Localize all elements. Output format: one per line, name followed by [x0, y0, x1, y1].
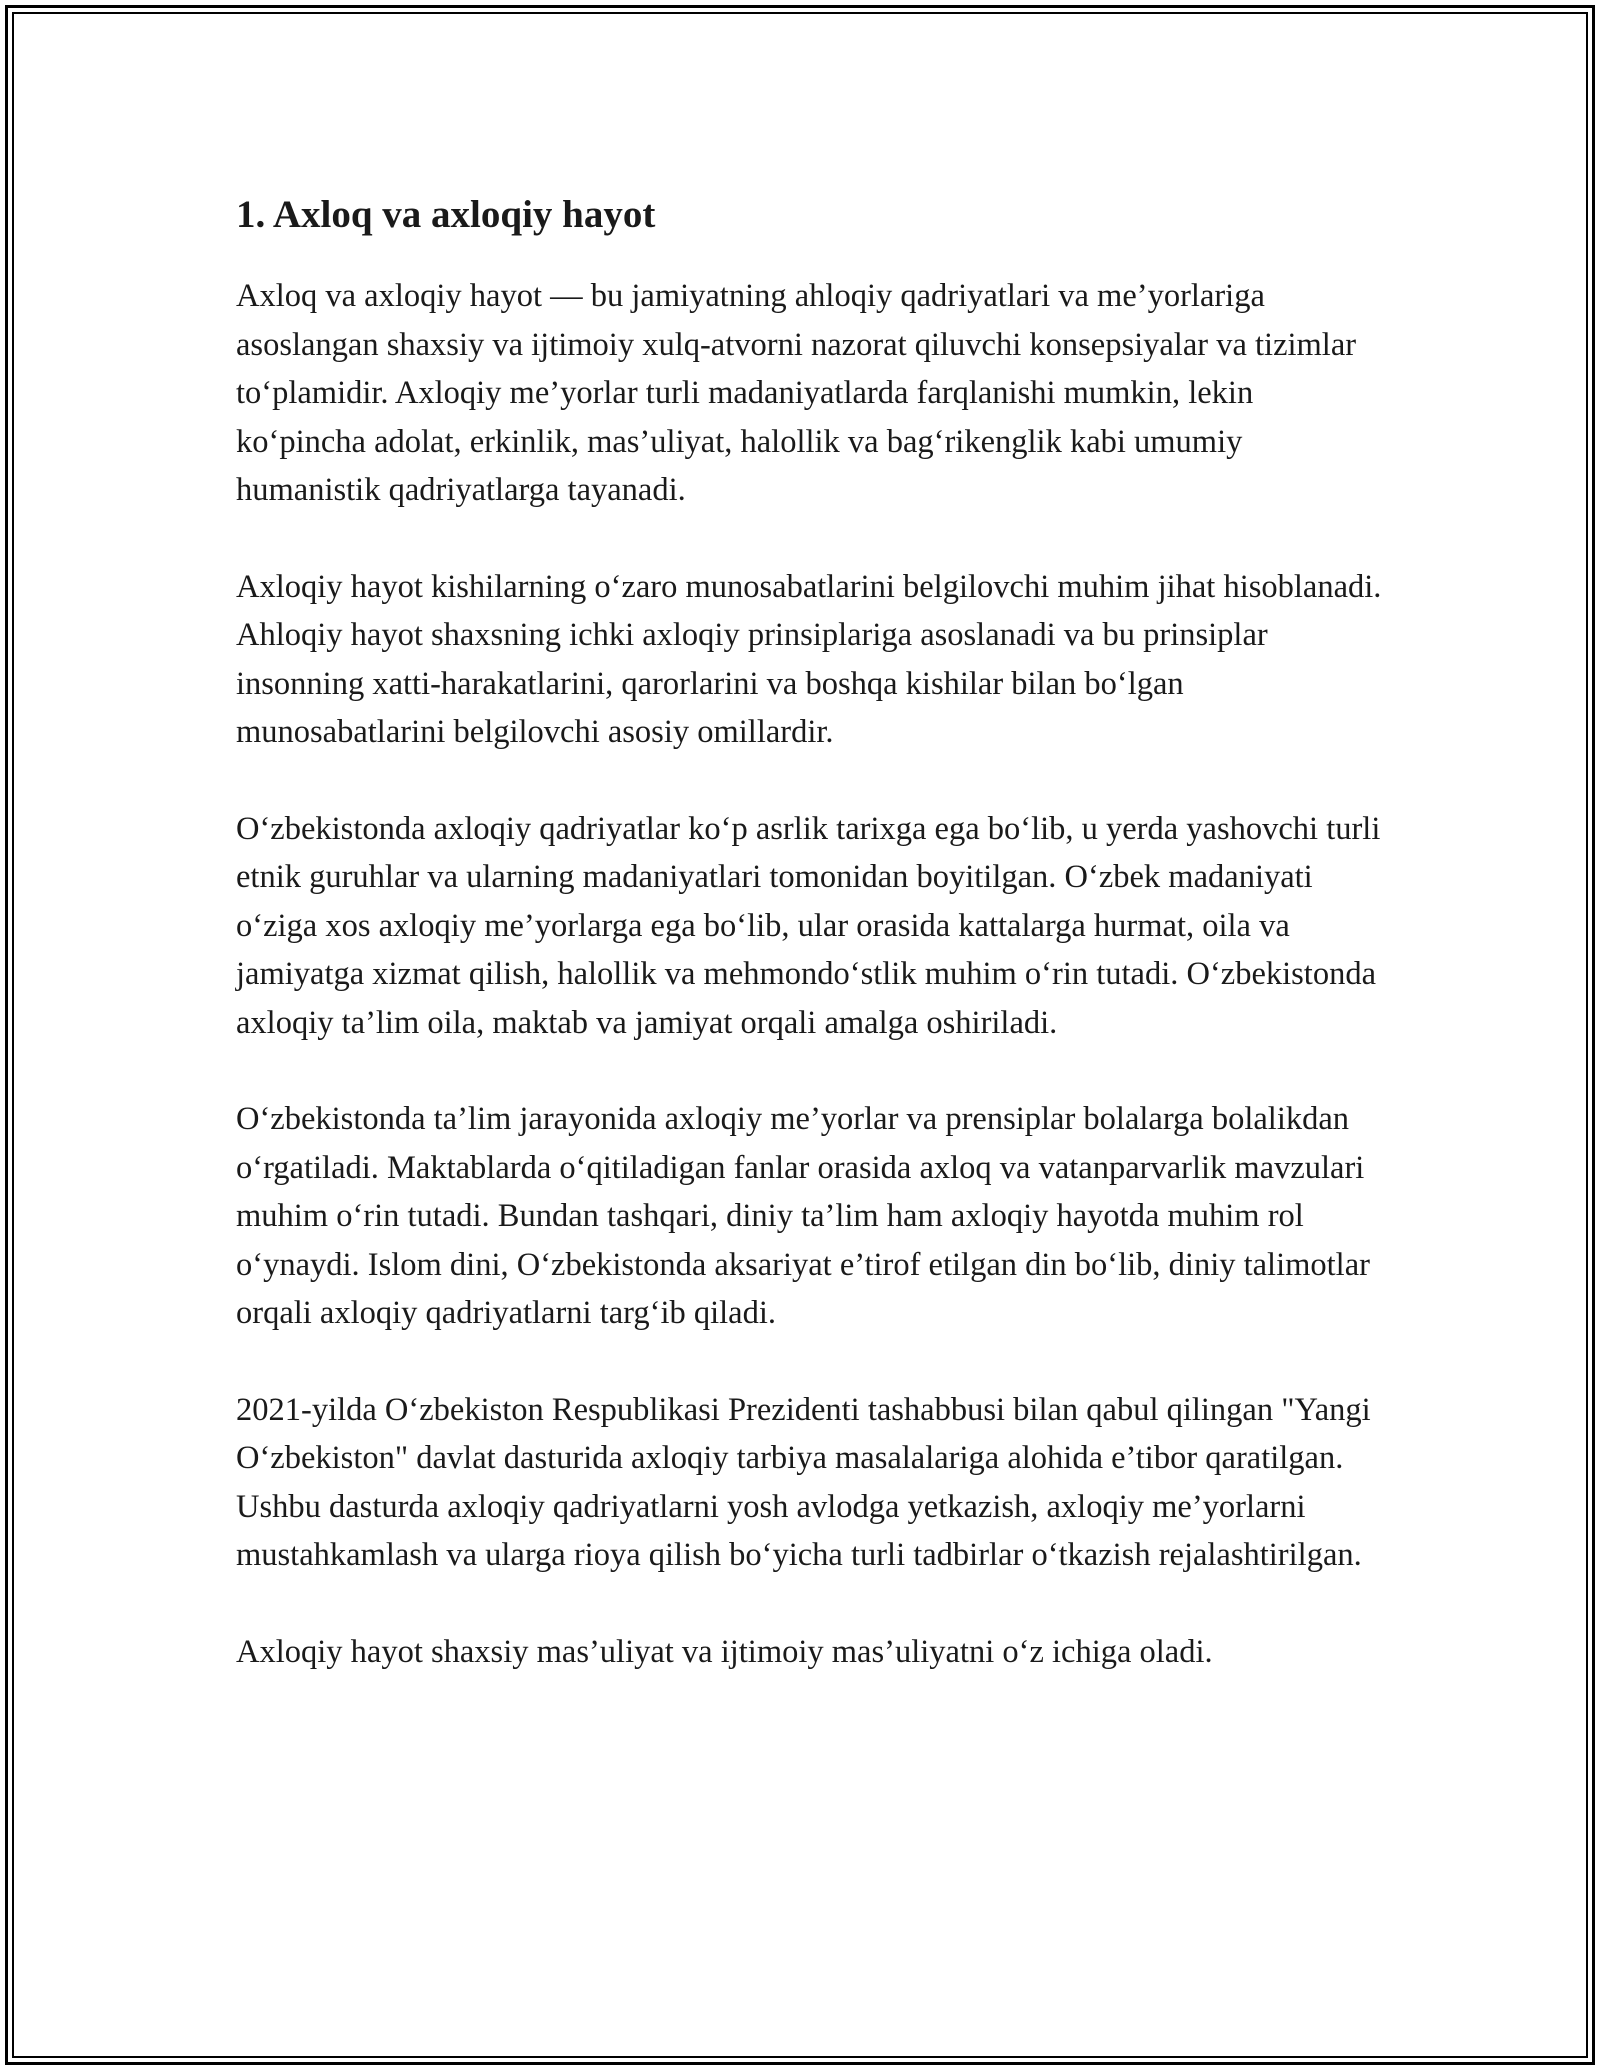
document-body [236, 188, 1386, 1724]
paragraph-1: Axloq va axloqiy hayot — bu jamiyatning ahloqiy qadriyatlari va me’yorlariga asoslangan shaxsiy va ijtimoiy xulq-atvorni nazorat qiluvchi konsepsiyalar va tizimlar to‘plamidir. Axloqiy me’yorlar turli madaniyatlarda farqlanishi mumkin, lekin ko‘pincha adolat, erkinlik, mas’uliyat, halollik va bag‘rikenglik kabi umumiy humanistik qadriyatlarga tayanadi. [236, 278, 1357, 508]
paragraph-3: O‘zbekistonda axloqiy qadriyatlar ko‘p asrlik tarixga ega bo‘lib, u yerda yashovchi turli etnik guruhlar va ularning madaniyatlari tomonidan boyitilgan. O‘zbek madaniyati o‘ziga xos axloqiy me’yorlarga ega bo‘lib, ular orasida kattalarga hurmat, oila va jamiyatga xizmat qilish, halollik va mehmondo‘stlik muhim o‘rin tutadi. O‘zbekistonda axloqiy ta’lim oila, maktab va jamiyat orqali amalga oshiriladi. [236, 810, 1381, 1041]
paragraph-4: O‘zbekistonda ta’lim jarayonida axloqiy me’yorlar va prensiplar bolalarga bolalikdan o‘rgatiladi. Maktablarda o‘qitiladigan fanlar orasida axloq va vatanparvarlik mavzulari muhim o‘rin tutadi. Bundan tashqari, diniy ta’lim ham axloqiy hayotda muhim rol o‘ynaydi. Islom dini, O‘zbekistonda aksariyat e’tirof etilgan din bo‘lib, diniy talimotlar orqali axloqiy qadriyatlarni targ‘ib qiladi. [236, 1101, 1370, 1331]
paragraph-2: Axloqiy hayot kishilarning o‘zaro munosabatlarini belgilovchi muhim jihat hisoblanadi. Ahloqiy hayot shaxsning ichki axloqiy prinsiplariga asoslanadi va bu prinsiplar insonning xatti-harakatlarini, qarorlarini va boshqa kishilar bilan bo‘lgan munosabatlarini belgilovchi asosiy omillardir. [236, 568, 1382, 750]
section-title: 1. Axloq va axloqiy hayot [236, 193, 656, 236]
paragraph-5: 2021-yilda O‘zbekiston Respublikasi Prezidenti tashabbusi bilan qabul qilingan "Yangi O‘zbekiston" davlat dasturida axloqiy tarbiya masalalariga alohida e’tibor qaratilgan. Ushbu dasturda axloqiy qadriyatlarni yosh avlodga yetkazish, axloqiy me’yorlarni mustahkamlash va ularga rioya qilish bo‘yicha turli tadbirlar o‘tkazish rejalashtirilgan. [236, 1391, 1371, 1573]
paragraph-6: Axloqiy hayot shaxsiy mas’uliyat va ijtimoiy mas’uliyatni o‘z ichiga oladi. [236, 1633, 1213, 1670]
